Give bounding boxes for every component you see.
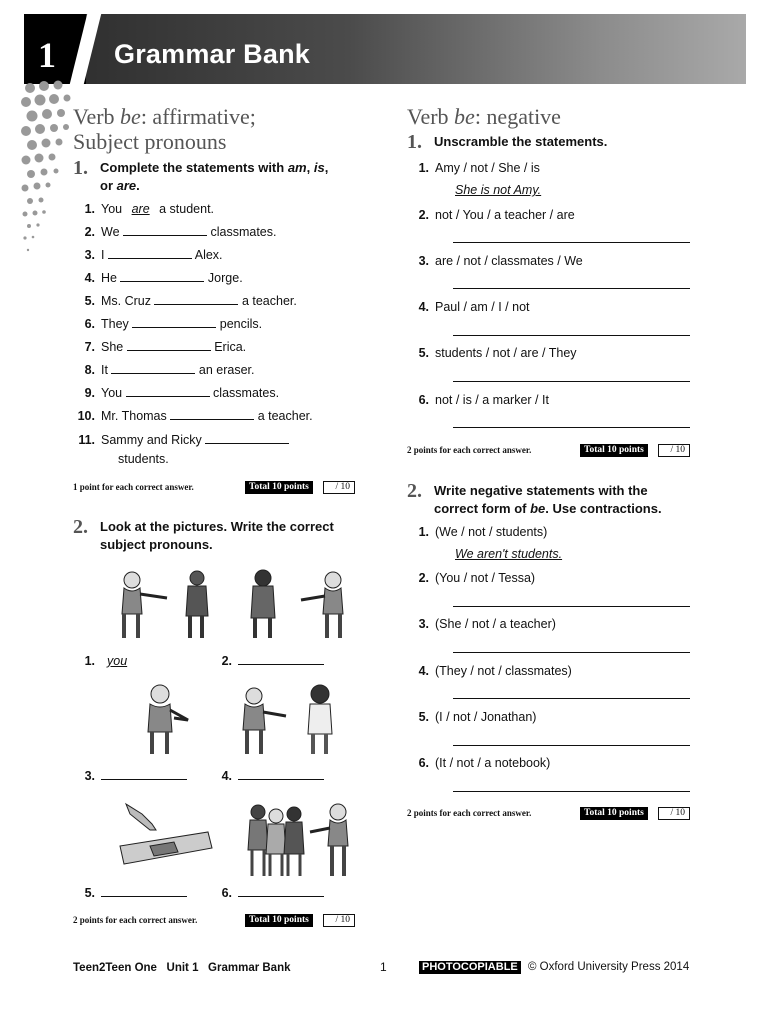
picture-girl-pointing-at-woman (236, 682, 341, 756)
picture-girl-pointing-at-boy (112, 568, 217, 640)
exercise-number: 1. (407, 131, 422, 153)
picture-girl-pointing-at-boy-2 (246, 568, 351, 640)
section-title-affirmative (73, 104, 256, 154)
instr-are: are (116, 178, 137, 193)
score-note: 1 point for each correct answer. (73, 482, 194, 492)
picture-answer (73, 885, 187, 901)
item-text: They (101, 317, 133, 331)
answer-line[interactable] (453, 791, 690, 792)
item-text: Sammy and Ricky (101, 433, 206, 447)
picture-girl-pointing-self (140, 682, 195, 756)
item-text: Jorge. (204, 271, 243, 285)
exercise-4-heading (407, 482, 662, 518)
item-text: Alex. (191, 248, 223, 262)
item-text: Ms. Cruz (101, 294, 155, 308)
copyright: © Oxford University Press 2014 (528, 961, 690, 973)
example-answer: are (131, 202, 150, 216)
exercise-item (73, 432, 289, 448)
picture-hand-pointing-at-book (112, 800, 217, 872)
dots-decoration (20, 80, 72, 265)
exercise-item (407, 570, 535, 586)
item-number: 2. (418, 571, 429, 585)
answer-blank[interactable] (108, 247, 192, 259)
item-text: (It / not / a notebook) (435, 756, 551, 770)
answer-line[interactable] (453, 652, 690, 653)
answer-blank[interactable] (238, 768, 324, 780)
item-number: 4. (84, 271, 95, 285)
exercise-instructions: Unscramble the statements. (434, 134, 608, 149)
item-number: 1. (418, 161, 429, 175)
answer-blank[interactable] (111, 362, 195, 374)
item-text: (She / not / a teacher) (435, 617, 556, 631)
exercise-item (407, 160, 540, 176)
item-number: 1. (84, 202, 95, 216)
section-title-part: : negative (474, 104, 561, 129)
item-text: (I / not / Jonathan) (435, 710, 537, 724)
answer-line[interactable] (453, 335, 690, 336)
item-number: 5. (84, 886, 95, 900)
score-box[interactable]: / 10 (658, 807, 690, 820)
exercise-3-heading (407, 133, 607, 151)
item-text: It (101, 363, 112, 377)
answer-line[interactable] (453, 745, 690, 746)
example-answer: you (107, 654, 128, 668)
answer-line[interactable] (453, 698, 690, 699)
exercise-item (73, 270, 243, 286)
answer-blank[interactable] (127, 339, 211, 351)
item-number: 3. (84, 248, 95, 262)
item-text: (We / not / students) (435, 525, 548, 539)
instr-am: am (287, 160, 307, 175)
item-number: 4. (418, 664, 429, 678)
section-title-verb: be (120, 104, 141, 129)
exercise-item (407, 207, 575, 223)
answer-blank[interactable] (170, 408, 254, 420)
section-title-part: Verb (407, 104, 455, 129)
footer-book-info: Teen2Teen One Unit 1 Grammar Bank (73, 962, 291, 974)
picture-answer (73, 653, 135, 669)
answer-line[interactable] (453, 606, 690, 607)
item-text: (They / not / classmates) (435, 664, 572, 678)
item-number: 6. (418, 393, 429, 407)
instr-text: . (136, 178, 140, 193)
answer-blank[interactable] (101, 885, 187, 897)
instr-text: correct form of (434, 501, 531, 516)
exercise-item (407, 299, 530, 315)
item-number: 3. (418, 254, 429, 268)
exercise-item (73, 201, 214, 217)
answer-line[interactable] (453, 288, 690, 289)
unit-number: 1 (38, 35, 56, 75)
item-text: Paul / am / I / not (435, 300, 530, 314)
item-number: 11. (78, 433, 95, 447)
item-text: We (101, 225, 123, 239)
answer-blank[interactable] (238, 885, 324, 897)
section-title-part: Verb (73, 104, 121, 129)
instr-be: be (530, 501, 546, 516)
item-continuation: students. (118, 452, 169, 466)
instr-text: Write negative statements with the (434, 483, 648, 498)
score-total-label: Total 10 points (245, 914, 313, 927)
exercise-item (73, 316, 262, 332)
picture-answer (210, 885, 324, 901)
item-number: 5. (418, 346, 429, 360)
score-total-label: Total 10 points (580, 444, 648, 457)
instr-is: is (313, 160, 325, 175)
section-title-part: : affirmative; (140, 104, 256, 129)
item-number: 4. (221, 769, 232, 783)
score-note: 2 points for each correct answer. (407, 445, 532, 455)
instr-text: , (324, 160, 329, 175)
picture-girl-pointing-at-group (246, 800, 351, 878)
example-answer: We aren't students. (455, 547, 563, 561)
section-title-verb: be (454, 104, 475, 129)
answer-line[interactable] (453, 381, 690, 382)
exercise-item (73, 339, 246, 355)
answer-line[interactable] (453, 242, 690, 243)
exercise-item (407, 253, 583, 269)
item-text: classmates. (209, 386, 280, 400)
exercise-item (73, 385, 279, 401)
exercise-item (407, 616, 556, 632)
score-note: 2 points for each correct answer. (407, 808, 532, 818)
exercise-instructions (434, 482, 662, 518)
item-text: Mr. Thomas (101, 409, 171, 423)
item-text: not / You / a teacher / are (435, 208, 575, 222)
item-number: 8. (84, 363, 95, 377)
answer-blank[interactable] (205, 432, 289, 444)
answer-blank[interactable] (154, 293, 238, 305)
instr-text: or (100, 178, 117, 193)
answer-blank[interactable] (101, 768, 187, 780)
exercise-number: 1. (73, 157, 88, 179)
photocopiable-badge: PHOTOCOPIABLE (419, 961, 521, 974)
instr-text: Complete the statements with (100, 160, 288, 175)
item-text: She (101, 340, 127, 354)
exercise-item (73, 362, 255, 378)
answer-blank[interactable] (123, 224, 207, 236)
score-total-label: Total 10 points (245, 481, 313, 494)
item-text: an eraser. (195, 363, 255, 377)
exercise-item (407, 345, 577, 361)
picture-answer (210, 768, 324, 784)
item-number: 2. (221, 654, 232, 668)
item-number: 3. (418, 617, 429, 631)
example-answer: She is not Amy. (455, 183, 542, 197)
exercise-item (73, 293, 297, 309)
item-text: students / not / are / They (435, 346, 577, 360)
exercise-item (407, 392, 549, 408)
exercise-item (407, 709, 536, 725)
item-number: 3. (84, 769, 95, 783)
page-header (24, 14, 746, 84)
instr-text: , (306, 160, 314, 175)
exercise-item (73, 224, 276, 240)
item-text: a teacher. (254, 409, 313, 423)
item-text: You (101, 202, 126, 216)
score-box[interactable]: / 10 (658, 444, 690, 457)
item-text: Erica. (210, 340, 247, 354)
instr-text: Look at the pictures. Write the correct (100, 519, 334, 534)
exercise-item (407, 524, 547, 540)
item-number: 2. (418, 208, 429, 222)
answer-line[interactable] (453, 427, 690, 428)
item-text: (You / not / Tessa) (435, 571, 536, 585)
picture-answer (210, 653, 324, 669)
exercise-item (73, 408, 313, 424)
exercise-instructions (100, 159, 328, 195)
exercise-number: 2. (73, 516, 88, 538)
item-number: 5. (418, 710, 429, 724)
page-title: Grammar Bank (114, 39, 310, 69)
exercise-instructions (100, 518, 334, 554)
instr-text: . Use contractions. (545, 501, 662, 516)
item-number: 1. (84, 654, 95, 668)
item-number: 6. (418, 756, 429, 770)
picture-answer (73, 768, 187, 784)
exercise-item (407, 663, 572, 679)
score-total-label: Total 10 points (580, 807, 648, 820)
item-number: 2. (84, 225, 95, 239)
exercise-item (407, 755, 550, 771)
item-number: 7. (84, 340, 95, 354)
item-text: classmates. (207, 225, 277, 239)
exercise-number: 2. (407, 480, 422, 502)
item-text: Amy / not / She / is (435, 161, 540, 175)
item-number: 1. (418, 525, 429, 539)
item-number: 6. (84, 317, 95, 331)
section-title-line2: Subject pronouns (73, 129, 227, 154)
answer-blank[interactable] (238, 653, 324, 665)
score-box[interactable]: / 10 (323, 481, 355, 494)
answer-blank[interactable] (120, 270, 204, 282)
exercise-item (73, 247, 223, 263)
item-text: He (101, 271, 121, 285)
item-number: 5. (84, 294, 95, 308)
exercise-2-heading (73, 518, 334, 554)
score-note: 2 points for each correct answer. (73, 915, 198, 925)
answer-blank[interactable] (126, 385, 210, 397)
instr-text: subject pronouns. (100, 537, 213, 552)
item-text: pencils. (216, 317, 263, 331)
item-text: a teacher. (238, 294, 297, 308)
item-text: not / is / a marker / It (435, 393, 549, 407)
item-text: You (101, 386, 126, 400)
item-number: 6. (221, 886, 232, 900)
item-number: 9. (84, 386, 95, 400)
page-number: 1 (380, 960, 387, 974)
item-text: are / not / classmates / We (435, 254, 583, 268)
answer-blank[interactable] (132, 316, 216, 328)
score-box[interactable]: / 10 (323, 914, 355, 927)
item-number: 10. (77, 409, 95, 423)
section-title-negative (407, 104, 561, 129)
exercise-1-heading (73, 159, 328, 195)
item-number: 4. (418, 300, 429, 314)
item-text: I (101, 248, 108, 262)
item-text: a student. (155, 202, 215, 216)
